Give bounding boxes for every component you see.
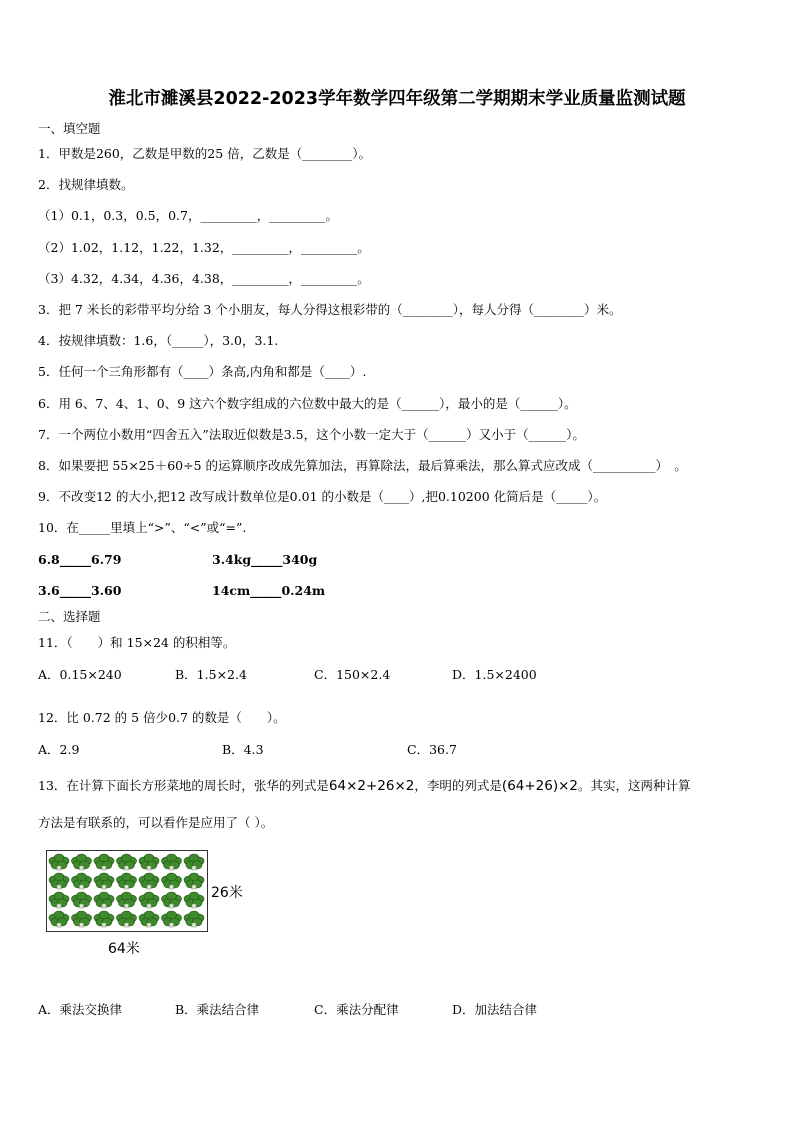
vegetable-grid: [47, 851, 207, 931]
figure-height-label: 26米: [211, 885, 243, 901]
cabbage-icon: [94, 873, 114, 889]
question-13: [38, 778, 691, 794]
cabbage-icon: [162, 873, 182, 889]
cabbage-icon: [117, 892, 137, 908]
q13-formula-li: (64+26)×2: [501, 778, 579, 794]
q13-text-a: 13．在计算下面长方形菜地的周长时，张华的列式是: [38, 778, 329, 793]
question-2: 2．找规律填数。: [38, 177, 134, 192]
question-8: 8．如果要把 55×25＋60÷5 的运算顺序改成先算加法，再算除法，最后算乘法，那么算式应改成（__________） 。: [38, 458, 687, 473]
cabbage-icon: [162, 911, 182, 927]
cabbage-icon: [49, 911, 69, 927]
figure-width-label: 64米: [108, 941, 140, 957]
question-2-3: （3）4.32，4.34，4.36，4.38，_________，_________。: [38, 271, 370, 286]
cabbage-icon: [162, 854, 182, 870]
cabbage-icon: [184, 873, 204, 889]
cabbage-icon: [139, 873, 159, 889]
q11-option-b: B．1.5×2.4: [175, 667, 247, 682]
q13-text-b: ，李明的列式是: [414, 778, 502, 793]
cabbage-icon: [94, 911, 114, 927]
cabbage-icon: [184, 892, 204, 908]
cabbage-icon: [184, 911, 204, 927]
q13-option-b: B．乘法结合律: [175, 1002, 260, 1017]
cabbage-icon: [49, 854, 69, 870]
question-2-2: （2）1.02，1.12，1.22，1.32，_________，_________。: [38, 240, 370, 255]
cabbage-icon: [49, 892, 69, 908]
q11-option-c: C．150×2.4: [314, 667, 391, 682]
question-10-a: 6.8_____6.79: [38, 552, 122, 567]
cabbage-icon: [139, 854, 159, 870]
cabbage-icon: [117, 854, 137, 870]
cabbage-icon: [94, 892, 114, 908]
cabbage-icon: [49, 873, 69, 889]
cabbage-icon: [184, 854, 204, 870]
q12-option-a: A．2.9: [38, 742, 80, 757]
section-heading-fill: 一、填空题: [38, 121, 101, 136]
cabbage-icon: [117, 873, 137, 889]
cabbage-icon: [72, 911, 92, 927]
q13-option-a: A．乘法交换律: [38, 1002, 123, 1017]
q12-option-c: C．36.7: [407, 742, 457, 757]
question-10-c: 3.6_____3.60: [38, 583, 122, 598]
q11-option-d: D．1.5×2400: [452, 667, 537, 682]
question-11: 11．（ ）和 15×24 的积相等。: [38, 635, 236, 650]
section-heading-choice: 二、选择题: [38, 609, 101, 624]
cabbage-icon: [94, 854, 114, 870]
q13-option-d: D．加法结合律: [452, 1002, 538, 1017]
q13-option-c: C．乘法分配律: [314, 1002, 399, 1017]
question-9: 9．不改变12 的大小,把12 改写成计数单位是0.01 的小数是（____）,把0.10200 化简后是（_____）。: [38, 489, 607, 504]
cabbage-icon: [162, 892, 182, 908]
cabbage-icon: [72, 854, 92, 870]
page-title: 淮北市濉溪县2022-2023学年数学四年级第二学期期末学业质量监测试题: [108, 89, 686, 109]
question-10: 10．在_____里填上“>”、“<”或“=”.: [38, 520, 247, 535]
question-5: 5．任何一个三角形都有（____）条高,内角和都是（____）.: [38, 364, 367, 379]
question-1: 1．甲数是260，乙数是甲数的25 倍，乙数是（________）。: [38, 146, 371, 161]
q13-formula-zhang: 64×2+26×2: [328, 778, 415, 794]
question-12: 12．比 0.72 的 5 倍少0.7 的数是（ ）。: [38, 710, 286, 725]
question-10-d: 14cm_____0.24m: [212, 583, 326, 598]
cabbage-icon: [72, 873, 92, 889]
question-10-b: 3.4kg_____340g: [212, 552, 318, 567]
question-6: 6．用 6、7、4、1、0、9 这六个数字组成的六位数中最大的是（______），最小的是（______）。: [38, 396, 577, 411]
q13-text-c: 。其实，这两种计算: [578, 778, 691, 793]
cabbage-icon: [72, 892, 92, 908]
q11-option-a: A．0.15×240: [38, 667, 122, 682]
question-13-line-2: 方法是有联系的，可以看作是应用了（ ）。: [38, 815, 274, 830]
q12-option-b: B．4.3: [222, 742, 264, 757]
question-3: 3．把 7 米长的彩带平均分给 3 个小朋友，每人分得这根彩带的（________），每人分得（________）米。: [38, 302, 622, 317]
question-7: 7．一个两位小数用“四舍五入”法取近似数是3.5，这个小数一定大于（______）又小于（______）。: [38, 427, 585, 442]
cabbage-icon: [139, 911, 159, 927]
vegetable-plot-figure: [46, 850, 208, 932]
cabbage-icon: [117, 911, 137, 927]
question-2-1: （1）0.1，0.3，0.5，0.7，_________，_________。: [38, 208, 338, 223]
cabbage-icon: [139, 892, 159, 908]
question-4: 4．按规律填数：1.6，（_____），3.0，3.1.: [38, 333, 279, 348]
